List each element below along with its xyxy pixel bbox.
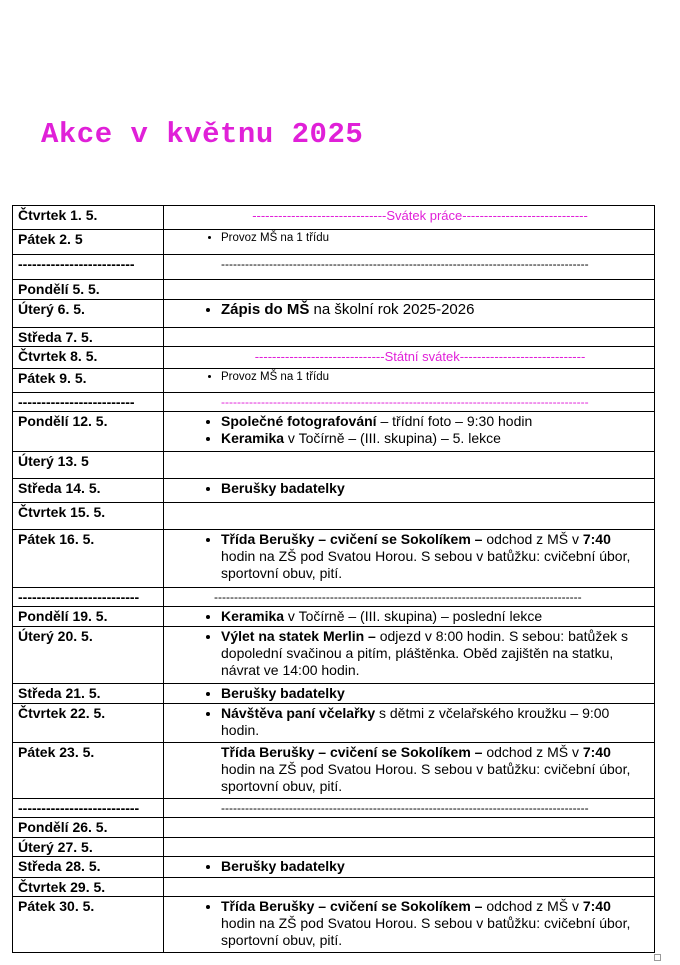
table-row — [13, 627, 655, 684]
day-cell: Čtvrtek 22. 5. — [13, 704, 164, 743]
event-text: s dětmi z včelařského kroužku – 9:00 hodin. — [221, 705, 610, 738]
schedule-table — [12, 205, 655, 953]
event-cell — [164, 897, 655, 953]
separator-line: -------------------------------------------------------------------------------------------- — [221, 257, 589, 271]
event-time: 7:40 — [582, 898, 611, 914]
table-row — [13, 412, 655, 452]
day-cell: Středa 14. 5. — [13, 479, 164, 503]
table-row — [13, 838, 655, 857]
table-resize-handle[interactable] — [654, 954, 661, 961]
event-text: odchod z MŠ v — [482, 898, 583, 914]
table-row — [13, 607, 655, 627]
event-title: Berušky badatelky — [221, 858, 345, 874]
event-cell — [164, 300, 655, 328]
table-row — [13, 393, 655, 412]
event-title: Třída Berušky – cvičení se Sokolíkem – — [221, 531, 483, 547]
event-text: odchod z MŠ v — [482, 744, 583, 760]
event-cell — [164, 347, 655, 369]
event-cell — [164, 818, 655, 838]
separator-cell — [164, 393, 655, 412]
list-item — [221, 685, 646, 702]
day-cell: Pátek 23. 5. — [13, 743, 164, 799]
event-cell — [164, 743, 655, 799]
event-cell — [164, 503, 655, 530]
list-item — [221, 705, 646, 739]
event-paragraph — [164, 744, 646, 795]
day-cell: Pondělí 12. 5. — [13, 412, 164, 452]
event-text: hodin na ZŠ pod Svatou Horou. S sebou v batůžku: cvičební úbor, sportovní obuv, pití. — [221, 761, 631, 794]
table-row — [13, 347, 655, 369]
separator-cell: ------------------------- — [13, 255, 164, 280]
day-cell: Čtvrtek 15. 5. — [13, 503, 164, 530]
event-cell — [164, 206, 655, 230]
separator-cell: -------------------------- — [13, 799, 164, 818]
event-text: odchod z MŠ v — [482, 531, 583, 547]
list-item — [221, 413, 646, 430]
event-cell — [164, 857, 655, 878]
page-title: Akce v květnu 2025 — [41, 118, 364, 151]
event-cell — [164, 530, 655, 588]
table-row — [13, 452, 655, 479]
list-item — [221, 430, 646, 447]
event-title: Keramika — [221, 430, 285, 446]
separator-cell — [164, 255, 655, 280]
event-title: Návštěva paní včelařky — [221, 705, 376, 721]
event-title: Keramika — [221, 608, 285, 624]
table-row — [13, 328, 655, 347]
table-row — [13, 255, 655, 280]
table-row — [13, 704, 655, 743]
day-cell: Středa 28. 5. — [13, 857, 164, 878]
separator-cell — [164, 799, 655, 818]
event-title: Třída Berušky – cvičení se Sokolíkem – — [221, 744, 483, 760]
separator-line: -------------------------------------------------------------------------------------------- — [214, 590, 582, 604]
separator-cell: -------------------------- — [13, 588, 164, 607]
day-cell: Úterý 20. 5. — [13, 627, 164, 684]
event-cell — [164, 627, 655, 684]
event-text: v Točírně – (III. skupina) – poslední lekce — [284, 608, 543, 624]
day-cell: Čtvrtek 8. 5. — [13, 347, 164, 369]
event-cell — [164, 479, 655, 503]
event-text: na školní rok 2025-2026 — [309, 301, 475, 318]
event-text: hodin na ZŠ pod Svatou Horou. S sebou v batůžku: cvičební úbor, sportovní obuv, pití. — [221, 548, 631, 581]
table-row — [13, 280, 655, 300]
event-title: Berušky badatelky — [221, 480, 345, 496]
list-item — [221, 898, 646, 949]
day-cell: Středa 7. 5. — [13, 328, 164, 347]
event-cell — [164, 704, 655, 743]
day-cell: Úterý 13. 5 — [13, 452, 164, 479]
event-cell — [164, 369, 655, 393]
table-row — [13, 206, 655, 230]
event-time: 7:40 — [582, 531, 611, 547]
event-cell — [164, 230, 655, 255]
event-cell — [164, 878, 655, 897]
list-item — [221, 628, 646, 679]
event-text: odjezd v 8:00 hodin. S sebou: batůžek s dopolední svačinou a pitím, pláštěnka. Oběd zajištěn na statku, návrat ve 14:00 hodin. — [221, 628, 629, 678]
table-row — [13, 897, 655, 953]
event-cell — [164, 280, 655, 300]
day-cell: Čtvrtek 1. 5. — [13, 206, 164, 230]
table-row — [13, 230, 655, 255]
table-row — [13, 743, 655, 799]
table-row — [13, 369, 655, 393]
event-title: Berušky badatelky — [221, 685, 345, 701]
event-text: – třídní foto – 9:30 hodin — [376, 413, 533, 429]
separator-line: -------------------------------------------------------------------------------------------- — [221, 395, 589, 409]
day-cell: Pátek 30. 5. — [13, 897, 164, 953]
event-title: Zápis do MŠ — [221, 301, 310, 318]
event-text: v Točírně – (III. skupina) – 5. lekce — [284, 430, 501, 446]
table-row — [13, 479, 655, 503]
separator-line: -------------------------------------------------------------------------------------------- — [221, 801, 589, 815]
event-cell — [164, 452, 655, 479]
list-item — [221, 480, 646, 497]
holiday-line: ------------------------------Státní svátek----------------------------- — [254, 349, 586, 364]
table-row — [13, 588, 655, 607]
day-cell: Pátek 2. 5 — [13, 230, 164, 255]
table-row — [13, 857, 655, 878]
table-row — [13, 818, 655, 838]
day-cell: Čtvrtek 29. 5. — [13, 878, 164, 897]
separator-cell: ------------------------- — [13, 393, 164, 412]
event-title: Výlet na statek Merlin – — [221, 628, 376, 644]
list-item — [221, 608, 646, 625]
list-item — [221, 531, 646, 582]
table-row — [13, 300, 655, 328]
event-title: Společné fotografování — [221, 413, 377, 429]
event-title: Třída Berušky – cvičení se Sokolíkem – — [221, 898, 483, 914]
table-row — [13, 799, 655, 818]
holiday-line: -------------------------------Svátek práce----------------------------- — [252, 208, 588, 223]
day-cell: Pondělí 26. 5. — [13, 818, 164, 838]
table-row — [13, 530, 655, 588]
list-item — [221, 301, 646, 318]
separator-cell — [164, 588, 655, 607]
event-cell — [164, 684, 655, 704]
list-item: • Provoz MŠ na 1 třídu — [221, 231, 646, 246]
table-row — [13, 684, 655, 704]
event-cell — [164, 607, 655, 627]
day-cell: Pondělí 19. 5. — [13, 607, 164, 627]
list-item — [221, 858, 646, 875]
event-text: hodin na ZŠ pod Svatou Horou. S sebou v batůžku: cvičební úbor, sportovní obuv, pití. — [221, 915, 631, 948]
table-row — [13, 503, 655, 530]
event-time: 7:40 — [582, 744, 611, 760]
day-cell: Středa 21. 5. — [13, 684, 164, 704]
event-cell — [164, 412, 655, 452]
day-cell: Úterý 6. 5. — [13, 300, 164, 328]
day-cell: Úterý 27. 5. — [13, 838, 164, 857]
day-cell: Pondělí 5. 5. — [13, 280, 164, 300]
day-cell: Pátek 16. 5. — [13, 530, 164, 588]
table-row — [13, 878, 655, 897]
event-cell — [164, 838, 655, 857]
list-item: • Provoz MŠ na 1 třídu — [221, 370, 646, 385]
event-cell — [164, 328, 655, 347]
day-cell: Pátek 9. 5. — [13, 369, 164, 393]
